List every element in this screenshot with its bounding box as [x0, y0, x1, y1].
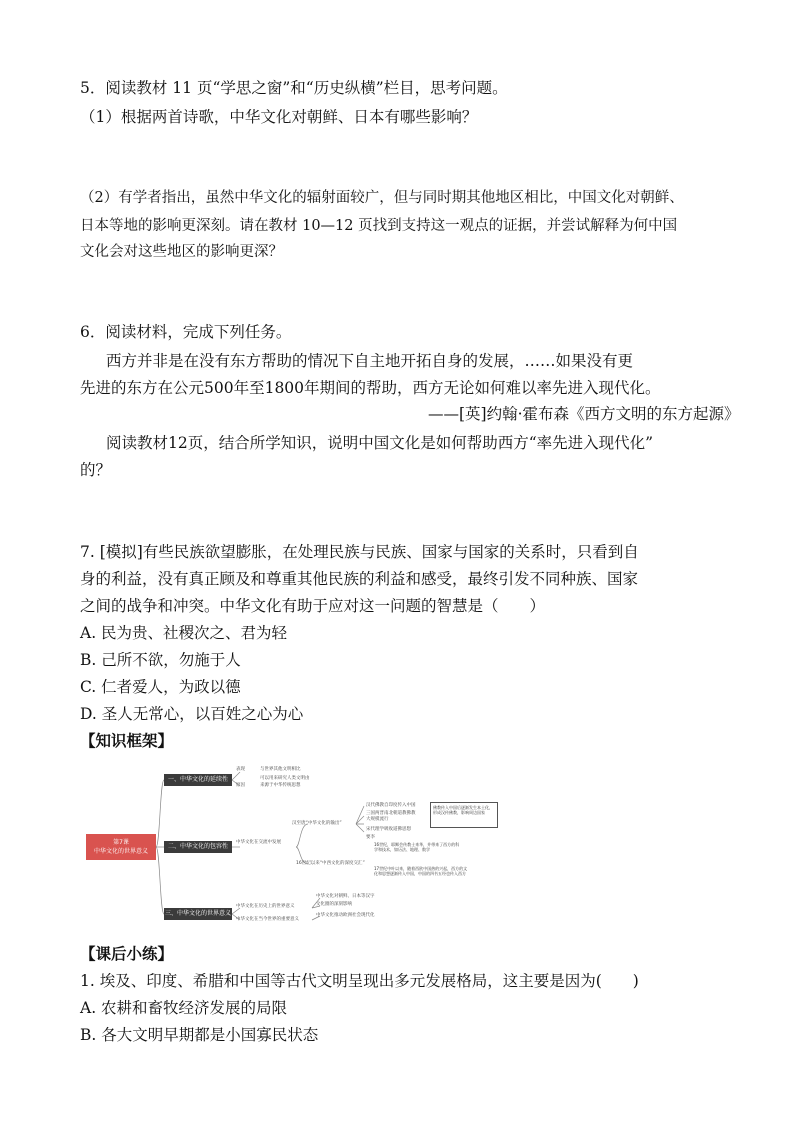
mind-map-root: [86, 834, 156, 860]
leaf-1-4: 可以用来研究人类文明由: [260, 776, 310, 781]
q6-task-line2: 的？: [80, 461, 112, 479]
q6-source: ——[英]约翰·霍布森《西方文明的东方起源》: [428, 405, 740, 423]
q5-sub1: （1）根据两首诗歌，中华文化对朝鲜、日本有哪些影响？: [80, 108, 478, 126]
mind-map-box-3: 17世纪中叶以来，随着西欧中国热的兴起，西方的文化和思想逐渐传入中国，中国的四书五经也传入西方: [374, 866, 468, 876]
leaf-1-5: 来源于中华传统思想: [260, 783, 301, 788]
leaf-3-2: 中华文化在当今世界的重要意义: [236, 917, 299, 922]
mind-map-box-1: 佛教传入中国后逐渐发生本土化，形成汉传佛教，影响周边国家: [430, 802, 498, 828]
practice-q1-stem: 1. 埃及、印度、希腊和中国等古代文明呈现出多元发展格局，这主要是因为( ): [80, 972, 639, 990]
q7-option-b: B. 己所不欲，勿施于人: [80, 651, 241, 669]
q7-option-d: D. 圣人无常心，以百姓之心为心: [80, 705, 304, 723]
mind-map-box-2: 16世纪，耶稣会传教士来华，并带来了西方的科学和技术，如历法、地理、数学: [374, 842, 460, 852]
q7-stem-line2: 身的利益，没有真正顾及和尊重其他民族的利益和感受，最终引发不同种族、国家: [80, 570, 639, 588]
q5-sub2-line3: 文化会对这些地区的影响更深？: [80, 244, 283, 260]
q6-material-line1: 西方并非是在没有东方帮助的情况下自主地开拓自身的发展，……如果没有更: [106, 352, 634, 370]
q6-task-line1: 阅读教材12页，结合所学知识，说明中国文化是如何帮助西方“率先进入现代化”: [106, 434, 654, 452]
leaf-2-sub-5: 要李: [366, 835, 375, 840]
leaf-1-1: 表现: [236, 767, 245, 772]
leaf-2-sub-2: 三国两晋南北朝道教佛教: [366, 811, 416, 816]
knowledge-heading: 【知识框架】: [80, 731, 174, 750]
mind-map-branch-1: 一、中华文化的延续性: [164, 774, 232, 786]
q7-option-c: C. 仁者爱人，为政以德: [80, 678, 241, 696]
q7-option-a: A. 民为贵、社稷次之、君为轻: [80, 624, 288, 642]
leaf-3-sub-3: 中华文化推动欧洲社会现代化: [316, 913, 375, 918]
leaf-2-sub-1: 汉代佛教自印度传入中国: [366, 803, 416, 808]
leaf-2-sub-3: 大规模流行: [366, 817, 389, 822]
q7-stem-line1: 7. [模拟]有些民族欲望膨胀，在处理民族与民族、国家与国家的关系时，只看到自: [80, 543, 639, 561]
practice-q1-option-a: A. 农耕和畜牧经济发展的局限: [80, 999, 288, 1017]
practice-heading: 【课后小练】: [80, 944, 174, 963]
practice-q1-option-b: B. 各大文明早期都是小国寡民状态: [80, 1026, 319, 1044]
mind-map-branch-3: 三、中华文化的世界意义: [164, 908, 232, 920]
leaf-3-sub-1: 中华文化对朝鲜、日本等汉字: [316, 894, 375, 899]
q5-sub2-line1: （2）有学者指出，虽然中华文化的辐射面较广，但与同时期其他地区相比，中国文化对朝鲜、: [80, 190, 684, 206]
leaf-2-2: 16世纪以来“中西文化的深度交汇”: [296, 861, 365, 866]
q7-stem-line3: 之间的战争和冲突。中华文化有助于应对这一问题的智慧是（ ）: [80, 597, 546, 615]
leaf-3-sub-2: 文化圈的深刻影响: [316, 902, 352, 907]
q6-title: 6．阅读材料，完成下列任务。: [80, 323, 292, 341]
mind-map-branch-2: 二、中华文化的包容性: [164, 841, 232, 853]
knowledge-mind-map: [80, 756, 510, 928]
leaf-1-3: 与世界其他文明相比: [260, 767, 301, 772]
mind-map-root-label: 第7课 中华文化的世界意义: [93, 839, 148, 855]
leaf-1-2: 原因: [236, 783, 245, 788]
leaf-3-1: 中华文化在历史上的世界意义: [236, 904, 295, 909]
q5-sub2-line2: 日本等地的影响更深刻。请在教材 10—12 页找到支持这一观点的证据，并尝试解释为何中国: [80, 218, 678, 234]
leaf-2-mid: 中华文化在交流中发展: [236, 840, 281, 845]
leaf-2-sub-4: 宋代理学吸收道佛思想: [366, 827, 411, 832]
leaf-2-1: 汉至唐“中华文化的输出”: [292, 821, 342, 826]
q6-material-line2: 先进的东方在公元500年至1800年期间的帮助，西方无论如何难以率先进入现代化。: [80, 379, 661, 397]
q5-title: 5．阅读教材 11 页“学思之窗”和“历史纵横”栏目，思考问题。: [80, 79, 508, 97]
